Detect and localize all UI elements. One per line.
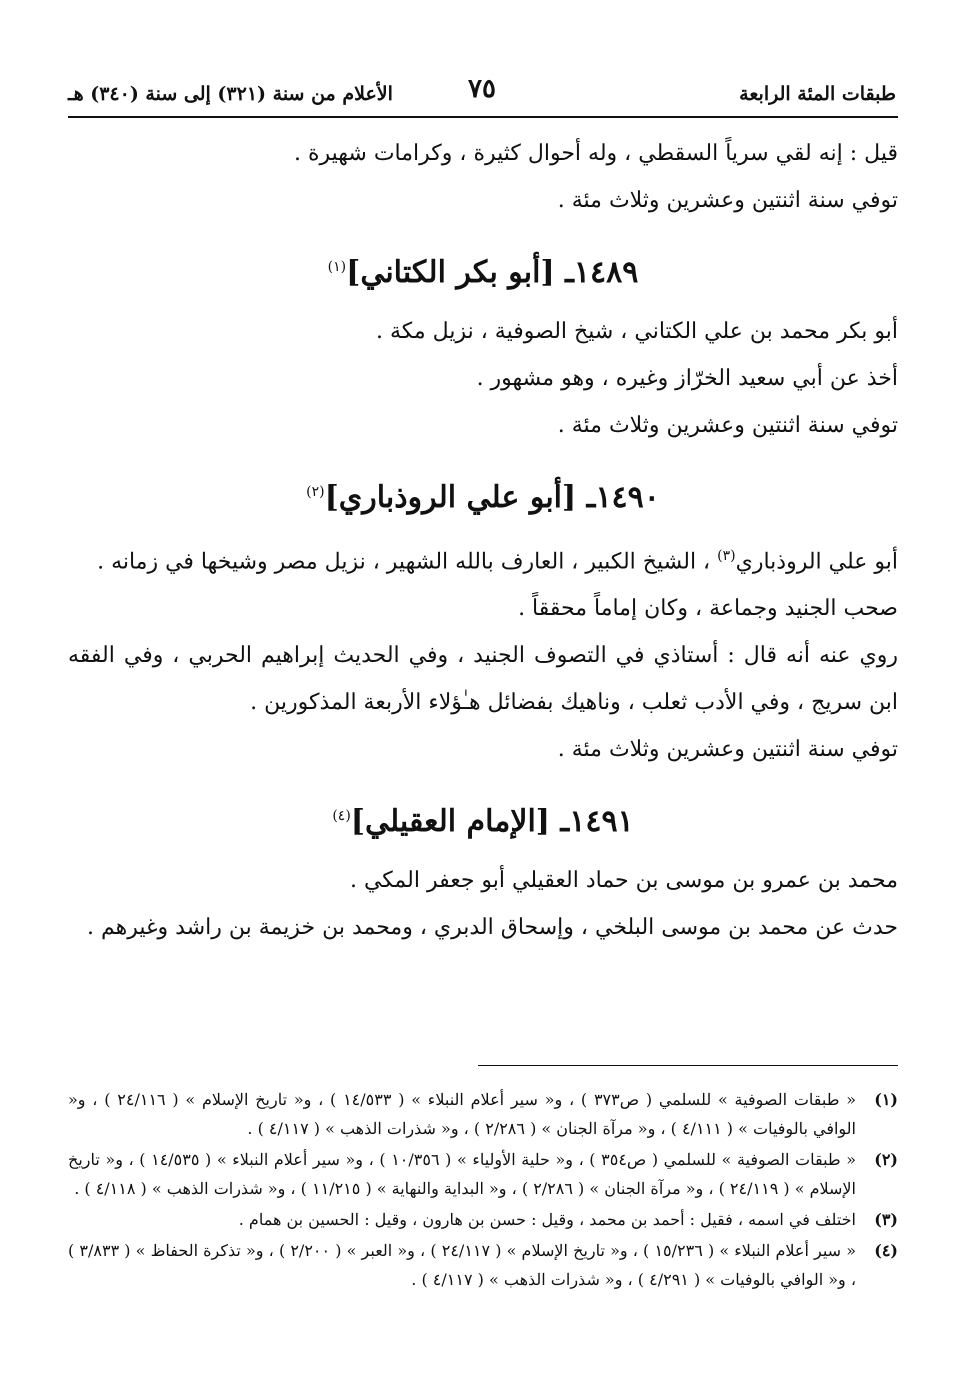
- entry-paragraph: أخذ عن أبي سعيد الخرّاز وغيره ، وهو مشهور .: [476, 366, 898, 391]
- footnote: [68, 1205, 898, 1234]
- intro-line: توفي سنة اثنتين وعشرين وثلاث مئة .: [557, 188, 898, 213]
- entry-title-text: ١٤٩٠ـ [أبو علي الروذباري]: [324, 480, 660, 515]
- section-title: طبقات المئة الرابعة: [739, 83, 896, 105]
- entry-paragraph-rest: ، الشيخ الكبير ، العارف بالله الشهير ، نزيل مصر وشيخها في زمانه .: [97, 549, 718, 575]
- entry-paragraph-start: أبو علي الروذباري: [735, 549, 898, 575]
- footnote-ref: (٣): [717, 548, 736, 564]
- entry-title-text: ١٤٩١ـ [الإمام العقيلي]: [350, 804, 634, 840]
- footnote-number: (٢): [874, 1150, 898, 1169]
- footnote-number: (١): [874, 1090, 898, 1109]
- footnote-text: « طبقات الصوفية » للسلمي ( ص٣٥٤ ) ، و« حلية الأولياء » ( ١٠/٣٥٦ ) ، و« سير أعلام النبلاء » ( ١٤/٥٣٥ ) ، و« تاريخ الإسلام » ( ٢٤/١١٩ ) ، و« مرآة الجنان » ( ٢/٢٨٦ ) ، و« البداية والنهاية » ( ١١/٢١٥ ) ، و« شذرات الذهب » ( ٤/١١٨ ) .: [68, 1150, 857, 1198]
- footnote: [68, 1085, 898, 1143]
- entry-title: [68, 469, 898, 521]
- footnote-number: (٤): [874, 1241, 898, 1260]
- footnote-ref: (٤): [332, 808, 351, 825]
- entry-title: [68, 244, 898, 296]
- footnote-ref: (٢): [306, 484, 325, 500]
- footnote: [68, 1236, 898, 1294]
- entry-paragraph: توفي سنة اثنتين وعشرين وثلاث مئة .: [557, 737, 898, 763]
- entry-title: [68, 793, 898, 845]
- range-title: الأعلام من سنة (٣٢١) إلى سنة (٣٤٠) هـ: [68, 83, 393, 105]
- intro-line: قيل : إنه لقي سرياً السقطي ، وله أحوال كثيرة ، وكرامات شهيرة .: [293, 141, 898, 166]
- footnote: [68, 1145, 898, 1203]
- footnote-text: اختلف في اسمه ، فقيل : أحمد بن محمد ، وقيل : حسن بن هارون ، وقيل : الحسين بن همام .: [238, 1210, 856, 1229]
- entry-paragraph: [68, 533, 898, 585]
- footnote-number: (٣): [874, 1210, 898, 1229]
- header-divider: [68, 116, 898, 118]
- entry-title-text: ١٤٨٩ـ [أبو بكر الكتاني]: [346, 255, 639, 290]
- page-number: ٧٥: [468, 74, 496, 104]
- entry-paragraph: صحب الجنيد وجماعة ، وكان إماماً محققاً .: [518, 596, 898, 622]
- entry-paragraph: أبو بكر محمد بن علي الكتاني ، شيخ الصوفية ، نزيل مكة .: [375, 319, 898, 344]
- footnote-ref: (١): [327, 259, 347, 275]
- entry-paragraph: حدث عن محمد بن موسى البلخي ، وإسحاق الدبري ، ومحمد بن خزيمة بن راشد وغيرهم .: [87, 915, 898, 941]
- entry-paragraph: محمد بن عمرو بن موسى بن حماد العقيلي أبو جعفر المكي .: [349, 868, 898, 894]
- main-text: [68, 130, 898, 951]
- running-header: [68, 74, 896, 114]
- footnote-text: « سير أعلام النبلاء » ( ١٥/٢٣٦ ) ، و« تاريخ الإسلام » ( ٢٤/١١٧ ) ، و« العبر » ( ٢/٢٠٠ ) ، و« تذكرة الحفاظ » ( ٣/٨٣٣ ) ، و« الوافي بالوفيات » ( ٤/٢٩١ ) ، و« شذرات الذهب » ( ٤/١١٧ ) .: [68, 1241, 857, 1289]
- footnote-divider: [478, 1065, 898, 1066]
- footnote-text: « طبقات الصوفية » للسلمي ( ص٣٧٣ ) ، و« سير أعلام النبلاء » ( ١٤/٥٣٣ ) ، و« تاريخ الإسلام » ( ٢٤/١١٦ ) ، و« الوافي بالوفيات » ( ٤/١١١ ) ، و« مرآة الجنان » ( ٢/٢٨٦ ) ، و« شذرات الذهب » ( ٤/١١٧ ) .: [68, 1090, 857, 1138]
- entry-paragraph: توفي سنة اثنتين وعشرين وثلاث مئة .: [557, 413, 898, 438]
- entry-paragraph: روي عنه أنه قال : أستاذي في التصوف الجنيد ، وفي الحديث إبراهيم الحربي ، وفي الفقه ابن سريج ، وفي الأدب ثعلب ، وناهيك بفضائل هـٰؤلاء الأربعة المذكورين .: [68, 643, 898, 716]
- footnotes: [68, 1085, 898, 1296]
